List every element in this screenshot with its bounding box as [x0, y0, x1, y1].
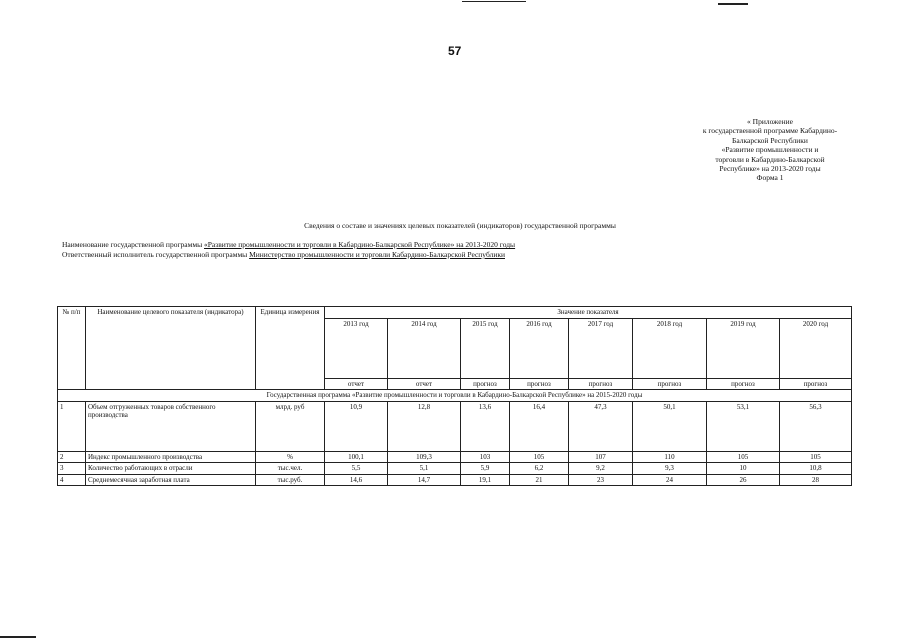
- header-year: 2016 год: [510, 318, 569, 378]
- appendix-line: торговли в Кабардино-Балкарской: [715, 154, 825, 164]
- row-value: 105: [707, 451, 780, 463]
- appendix-note: [672, 117, 868, 183]
- row-value: 107: [569, 451, 633, 463]
- row-unit: тыс.чел.: [256, 463, 325, 475]
- row-value: 10,9: [325, 401, 388, 451]
- header-values: Значение показателя: [325, 307, 852, 319]
- header-kind: прогноз: [510, 378, 569, 390]
- row-num: 4: [58, 474, 86, 486]
- header-year: 2013 год: [325, 318, 388, 378]
- header-year: 2020 год: [780, 318, 852, 378]
- row-value: 16,4: [510, 401, 569, 451]
- row-value: 26: [707, 474, 780, 486]
- row-value: 105: [780, 451, 852, 463]
- row-value: 14,7: [388, 474, 461, 486]
- row-value: 19,1: [461, 474, 510, 486]
- table-row: [58, 474, 852, 486]
- row-value: 5,1: [388, 463, 461, 475]
- appendix-line: Республике» на 2013-2020 годы: [719, 164, 821, 174]
- row-value: 50,1: [633, 401, 707, 451]
- program-name-line: [62, 240, 515, 249]
- header-year: 2017 год: [569, 318, 633, 378]
- appendix-line: Балкарской Республики: [732, 135, 808, 145]
- row-value: 12,8: [388, 401, 461, 451]
- header-year: 2015 год: [461, 318, 510, 378]
- header-kind: прогноз: [461, 378, 510, 390]
- executor-value: Министерство промышленности и торговли Кабардино-Балкарской Республики: [249, 250, 505, 259]
- page-number: 57: [448, 44, 462, 58]
- appendix-line: «Развитие промышленности и: [721, 145, 819, 155]
- row-indicator: Количество работающих в отрасли: [86, 463, 256, 475]
- header-kind: прогноз: [569, 378, 633, 390]
- scan-mark-top-right: [718, 3, 748, 5]
- row-value: 5,5: [325, 463, 388, 475]
- row-value: 21: [510, 474, 569, 486]
- row-value: 9,3: [633, 463, 707, 475]
- appendix-line: « Приложение: [747, 117, 793, 126]
- row-value: 6,2: [510, 463, 569, 475]
- row-value: 56,3: [780, 401, 852, 451]
- header-year: 2019 год: [707, 318, 780, 378]
- row-value: 100,1: [325, 451, 388, 463]
- row-value: 103: [461, 451, 510, 463]
- row-value: 28: [780, 474, 852, 486]
- row-unit: тыс.руб.: [256, 474, 325, 486]
- header-indicator-name: Наименование целевого показателя (индикатора): [86, 307, 256, 390]
- header-num: № п/п: [58, 307, 86, 390]
- indicators-table: [57, 306, 852, 486]
- program-name-label: Наименование государственной программы: [62, 240, 205, 249]
- row-value: 9,2: [569, 463, 633, 475]
- row-value: 23: [569, 474, 633, 486]
- scan-mark-top: [462, 1, 526, 2]
- header-year: 2014 год: [388, 318, 461, 378]
- row-value: 10: [707, 463, 780, 475]
- row-value: 47,3: [569, 401, 633, 451]
- header-kind: прогноз: [707, 378, 780, 390]
- row-value: 5,9: [461, 463, 510, 475]
- table-row: [58, 463, 852, 475]
- row-indicator: Индекс промышленного производства: [86, 451, 256, 463]
- executor-label: Ответственный исполнитель государственной программы: [62, 250, 250, 259]
- header-kind: отчет: [325, 378, 388, 390]
- header-unit: Единица измерения: [256, 307, 325, 390]
- section-title: Государственная программа «Развитие промышленности и торговли в Кабардино-Балкарской Республике» на 2015-2020 годы: [58, 390, 852, 402]
- executor-line: [62, 250, 505, 259]
- row-value: 109,3: [388, 451, 461, 463]
- header-kind: прогноз: [633, 378, 707, 390]
- appendix-line: к государственной программе Кабардино-: [702, 126, 838, 136]
- row-value: 14,6: [325, 474, 388, 486]
- row-value: 24: [633, 474, 707, 486]
- row-value: 110: [633, 451, 707, 463]
- header-kind: прогноз: [780, 378, 852, 390]
- row-indicator: Среднемесячная заработная плата: [86, 474, 256, 486]
- row-value: 13,6: [461, 401, 510, 451]
- program-name-value: «Развитие промышленности и торговли в Кабардино-Балкарской Республике» на 2013-2020 годы: [204, 240, 516, 249]
- row-unit: %: [256, 451, 325, 463]
- row-num: 1: [58, 401, 86, 451]
- row-indicator: Объем отгруженных товаров собственного производства: [86, 401, 256, 451]
- scan-mark-bottom-left: [0, 636, 36, 638]
- appendix-line: Форма 1: [756, 173, 784, 183]
- row-num: 3: [58, 463, 86, 475]
- header-year: 2018 год: [633, 318, 707, 378]
- row-value: 53,1: [707, 401, 780, 451]
- header-kind: отчет: [388, 378, 461, 390]
- row-unit: млрд. руб: [256, 401, 325, 451]
- row-value: 105: [510, 451, 569, 463]
- table-row: [58, 451, 852, 463]
- table-row: [58, 401, 852, 451]
- row-value: 10,8: [780, 463, 852, 475]
- row-num: 2: [58, 451, 86, 463]
- document-title: Сведения о составе и значениях целевых показателей (индикаторов) государственной программы: [304, 221, 616, 230]
